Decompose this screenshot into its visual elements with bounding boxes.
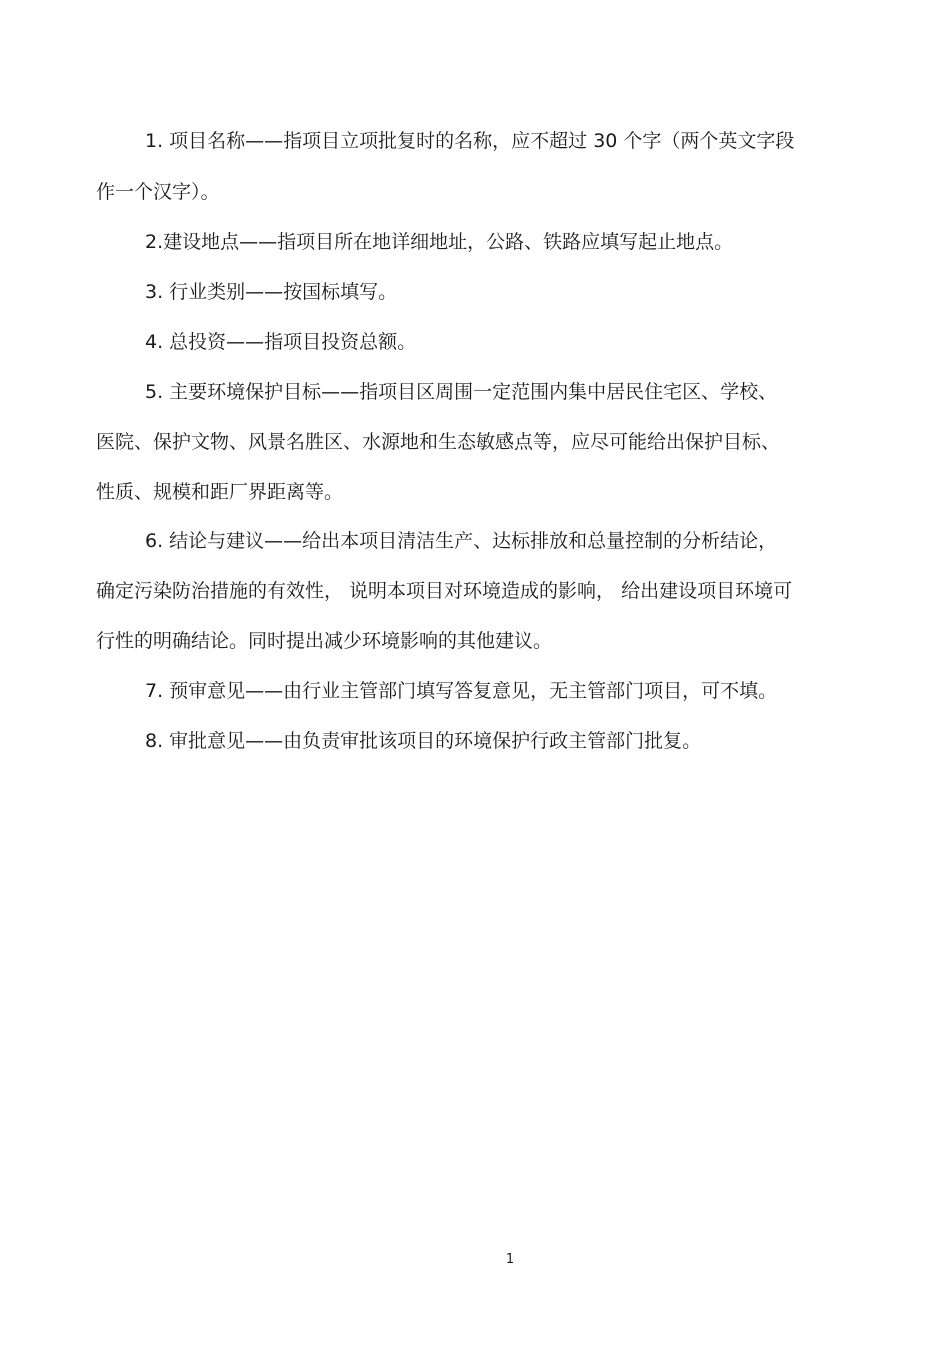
note-3-line-1: 3. 行业类别——按国标填写。 bbox=[145, 281, 398, 303]
note-1-line-2: 作一个汉字）。 bbox=[96, 181, 220, 203]
note-7-line-1: 7. 预审意见——由行业主管部门填写答复意见，无主管部门项目，可不填。 bbox=[145, 680, 778, 702]
note-6-line-1: 6. 结论与建议——给出本项目清洁生产、达标排放和总量控制的分析结论， bbox=[145, 530, 778, 552]
note-4-line-1: 4. 总投资——指项目投资总额。 bbox=[145, 331, 417, 353]
note-5-line-1: 5. 主要环境保护目标——指项目区周围一定范围内集中居民住宅区、学校、 bbox=[145, 381, 778, 403]
note-6-line-3: 行性的明确结论。同时提出减少环境影响的其他建议。 bbox=[96, 630, 553, 652]
note-6-line-2: 确定污染防治措施的有效性， 说明本项目对环境造成的影响， 给出建设项目环境可 bbox=[96, 580, 793, 602]
note-1-line-1: 1. 项目名称——指项目立项批复时的名称，应不超过 30 个字（两个英文字段 bbox=[145, 130, 795, 152]
note-2-line-1: 2.建设地点——指项目所在地详细地址，公路、铁路应填写起止地点。 bbox=[145, 231, 734, 253]
page-number: 1 bbox=[505, 1252, 515, 1267]
note-5-line-3: 性质、规模和距厂界距离等。 bbox=[96, 481, 344, 503]
note-8-line-1: 8. 审批意见——由负责审批该项目的环境保护行政主管部门批复。 bbox=[145, 730, 702, 752]
note-5-line-2: 医院、保护文物、风景名胜区、水源地和生态敏感点等，应尽可能给出保护目标、 bbox=[96, 431, 781, 453]
